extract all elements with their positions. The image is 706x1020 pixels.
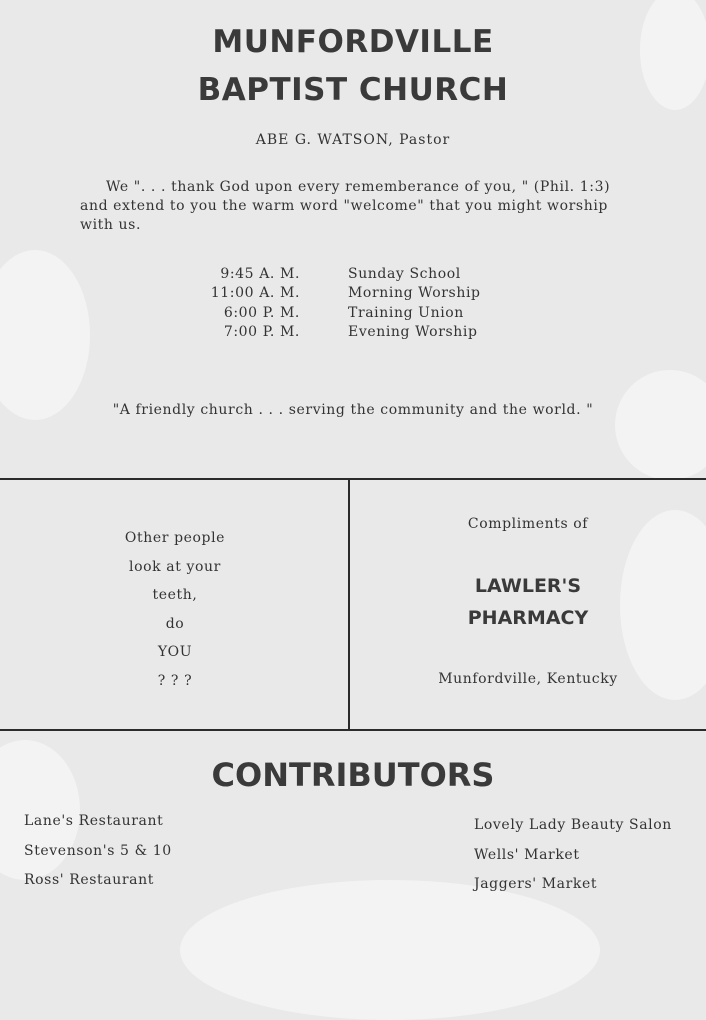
schedule-event: Morning Worship — [348, 285, 481, 302]
schedule-row — [200, 285, 481, 304]
ad-line: do — [165, 615, 185, 632]
pharmacy-name-line1: LAWLER'S — [474, 575, 582, 597]
contributor-item: Lane's Restaurant — [24, 813, 164, 829]
schedule-row — [200, 324, 481, 343]
contributor-item: Jaggers' Market — [474, 876, 598, 892]
ad-line: ? ? ? — [157, 672, 193, 689]
contributors-title: CONTRIBUTORS — [211, 756, 495, 794]
divider-top — [0, 478, 706, 480]
divider-bottom — [0, 729, 706, 731]
pharmacy-name — [350, 570, 706, 634]
schedule-time: 11:00 A. M. — [210, 285, 300, 302]
schedule-time: 6:00 P. M. — [223, 304, 300, 321]
pharmacy-name-line2: PHARMACY — [467, 607, 589, 629]
schedule-time: 7:00 P. M. — [223, 323, 300, 340]
contributors-right-column — [474, 811, 672, 900]
schedule-event: Training Union — [348, 304, 464, 321]
service-schedule — [200, 266, 481, 343]
schedule-row — [200, 266, 481, 285]
ad-line: Other people — [124, 530, 226, 546]
paper-stain — [0, 250, 90, 420]
compliments-of: Compliments of — [467, 516, 589, 532]
pastor-line: ABE G. WATSON, Pastor — [255, 132, 451, 148]
ad-line: teeth, — [152, 587, 198, 603]
schedule-event: Sunday School — [348, 266, 461, 282]
contributor-item: Wells' Market — [474, 846, 580, 863]
contributor-item: Lovely Lady Beauty Salon — [474, 817, 672, 833]
schedule-event: Evening Worship — [348, 323, 478, 340]
schedule-time: 9:45 A. M. — [220, 266, 300, 282]
ad-line: YOU — [157, 644, 193, 660]
paper-stain — [615, 370, 706, 480]
church-name-line2: BAPTIST CHURCH — [197, 72, 509, 108]
contributor-item: Stevenson's 5 & 10 — [24, 842, 172, 859]
ad-line: look at your — [129, 558, 221, 575]
contributors-left-column — [24, 807, 172, 896]
schedule-row — [200, 305, 481, 324]
dental-ad — [100, 524, 250, 695]
paper-stain — [180, 880, 600, 1020]
contributor-item: Ross' Restaurant — [24, 872, 154, 888]
welcome-paragraph: We ". . . thank God upon every rememberance of you, " (Phil. 1:3) and extend to you the warm word "welcome" that you might worship with us. — [80, 179, 611, 233]
church-name-line1: MUNFORDVILLE — [212, 24, 494, 60]
pharmacy-town: Munfordville, Kentucky — [438, 671, 618, 687]
church-motto: "A friendly church . . . serving the community and the world. " — [112, 402, 594, 418]
